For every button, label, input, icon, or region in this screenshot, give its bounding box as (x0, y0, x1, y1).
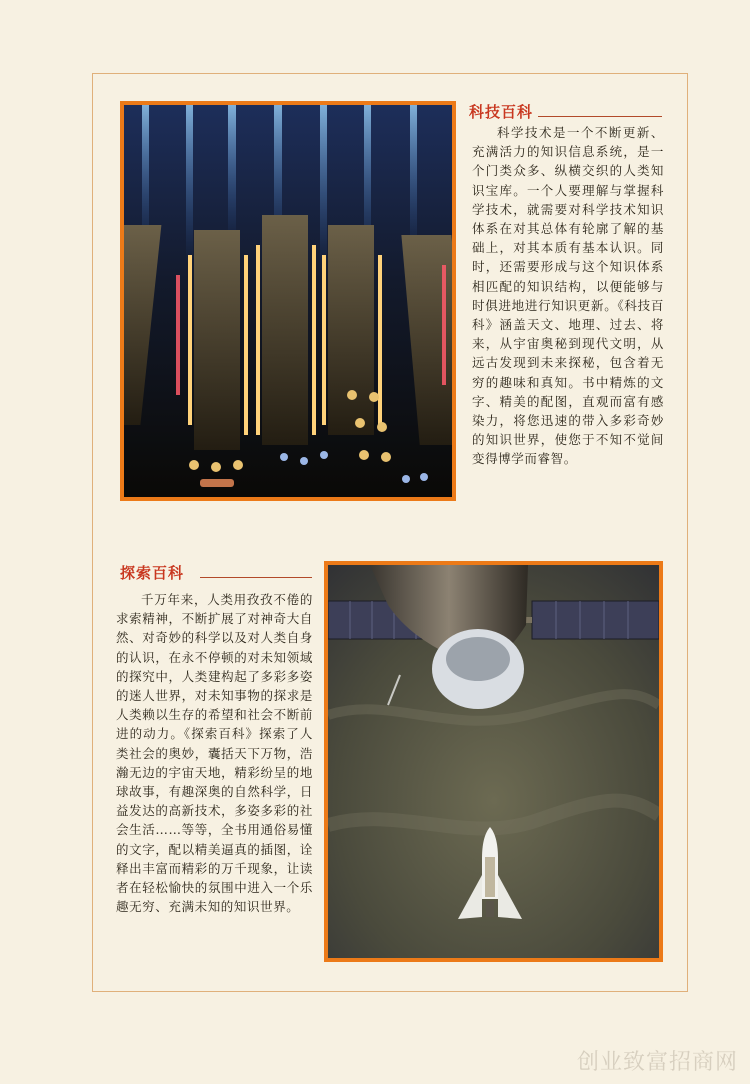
section-body-explore: 千万年来，人类用孜孜不倦的求索精神，不断扩展了对神奇大自然、对奇妙的科学以及对人类自身的认识，在永不停顿的对未知领域的探究中，人类建构起了多彩多姿的迷人世界，对未知事物的探求是人类赖以生存的希望和社会不断前进的动力。《探索百科》探索了人类社会的奥妙，囊括天下万物，浩瀚无边的宇宙天地，精彩纷呈的地球故事，有趣深奥的自然科学，日益发达的高新技术，多姿多彩的社会生活……等等，全书用通俗易懂的文字，配以精美逼真的插图，诠释出丰富而精彩的万千现象，让读者在轻松愉快的氛围中进入一个乐趣无穷、充满未知的知识世界。 (116, 592, 313, 915)
space-station-photo (324, 561, 663, 962)
section-body-tech: 科学技术是一个不断更新、充满活力的知识信息系统，是一个门类众多、纵横交织的人类知识宝库。一个人要理解与掌握科学技术，就需要对科学技术知识体系在对其总体有轮廓了解的基础上，对其本质有基本认识。同时，还需要形成与这个知识体系相匹配的知识结构，以便能够与时俱进地进行知识更新。《科技百科》涵盖天文、地理、过去、将来，从宇宙奥秘到现代文明，从远古发现到未来探秘，包含着无穷的趣味和真知。书中精炼的文字、精美的配图，直观而富有感染力，将您迅速的带入多彩奇妙的知识世界，使您于不知不觉间变得博学而睿智。 (472, 125, 664, 467)
heading-rule (200, 577, 312, 578)
section-heading-tech: 科技百科 (469, 103, 534, 121)
section-heading-explore: 探索百科 (120, 564, 185, 582)
heading-rule (538, 116, 662, 117)
circuit-board-photo (120, 101, 456, 501)
watermark: 创业致富招商网 (576, 1050, 738, 1075)
